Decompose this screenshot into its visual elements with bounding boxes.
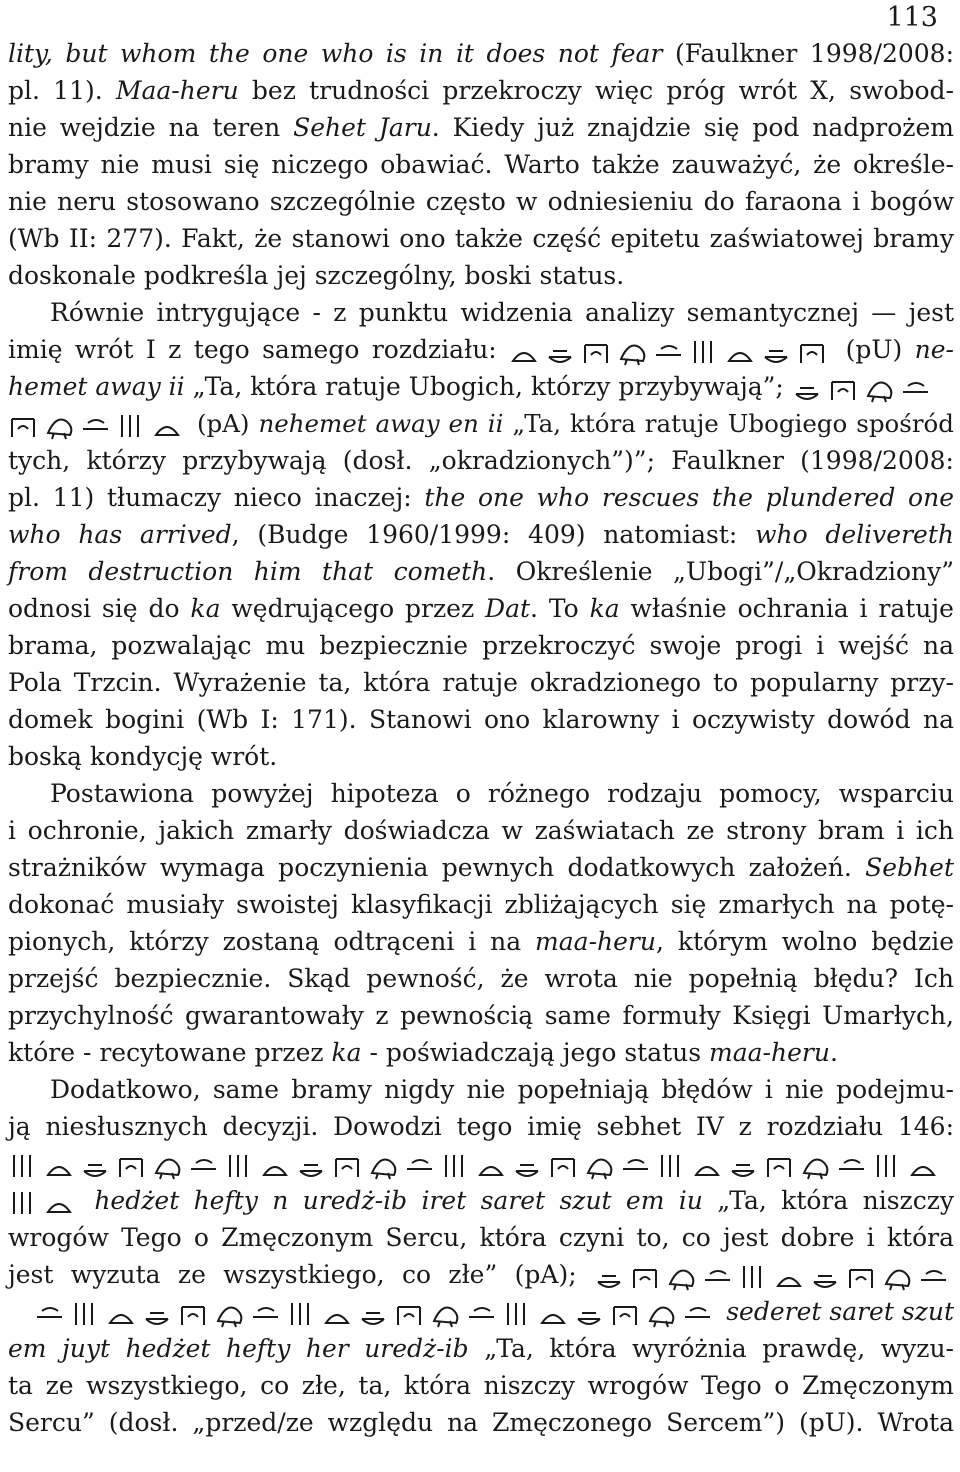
hieroglyph-icon [768, 1159, 790, 1177]
text-line [8, 704, 954, 736]
italic-text: em juyt hedżet hefty her uredż-ib [8, 1334, 469, 1363]
hieroglyph-sequence [8, 411, 188, 441]
text-line [8, 1296, 954, 1329]
hieroglyph-sequence [8, 1188, 80, 1218]
text-run: . Określenie „Ubogi”/„Okradziony” [487, 557, 955, 586]
hieroglyph-icon [191, 1160, 216, 1169]
text-line [50, 297, 954, 329]
text-line [8, 1148, 944, 1181]
hieroglyph-icon [83, 420, 108, 429]
text-line [8, 1259, 954, 1292]
hieroglyph-icon [878, 1155, 894, 1177]
italic-text: who has arrived [8, 520, 232, 549]
hieroglyph-icon [801, 345, 823, 363]
text-run: jest wyzuta ze wszystkiego, co złe” (pA); [8, 1260, 594, 1289]
hieroglyph-icon [218, 1307, 241, 1327]
hieroglyph-icon [868, 382, 891, 402]
hieroglyph-icon [513, 353, 535, 361]
text-run: „Ta, która niszczy [702, 1186, 954, 1215]
hieroglyph-icon [8, 1188, 80, 1218]
italic-text: nehemet away en ii [258, 409, 504, 438]
italic-text: from destruction him that cometh [8, 557, 488, 586]
hieroglyph-icon [796, 388, 818, 399]
hieroglyph-icon [903, 383, 928, 392]
hieroglyph-icon [656, 346, 681, 355]
text-line [8, 445, 954, 477]
italic-text: ka [589, 594, 620, 623]
text-run: nie wejdzie na teren [8, 113, 294, 142]
hieroglyph-icon [509, 337, 833, 367]
hieroglyph-icon [650, 1307, 673, 1327]
text-run: które - recytowane przez [8, 1038, 332, 1067]
italic-text: Sebhet [865, 853, 954, 882]
hieroglyph-sequence [594, 1262, 954, 1292]
hieroglyph-icon [372, 1159, 395, 1179]
text-line [8, 186, 954, 218]
text-run: pl. 11) tłumaczy nieco inaczej: [8, 483, 425, 512]
text-run: odnosi się do [8, 594, 191, 623]
text-line [8, 741, 277, 773]
text-line [8, 926, 954, 958]
text-run: bramy nie musi się niczego obawiać. Warto także zauważyć, że określe- [8, 150, 954, 179]
hieroglyph-icon [12, 419, 34, 437]
italic-text: sederet saret szut [718, 1297, 954, 1326]
hieroglyph-icon [804, 1159, 827, 1179]
hieroglyph-icon [37, 1308, 62, 1317]
hieroglyph-sequence [509, 337, 833, 367]
hieroglyph-icon [886, 1270, 909, 1290]
text-line [8, 408, 954, 441]
hieroglyph-icon [156, 427, 178, 435]
hieroglyph-icon [362, 1313, 384, 1324]
hieroglyph-icon [549, 351, 571, 362]
text-line [8, 963, 954, 995]
hieroglyph-icon [662, 1155, 678, 1177]
hieroglyph-icon [912, 1167, 934, 1175]
text-run: tych, którzy przybywają (dosł. „okradzionych”)”; Faulkner (1998/2008: [8, 446, 954, 475]
text-line [50, 778, 954, 810]
text-run: ta ze wszystkiego, co złe, ta, która niszczy wrogów Tego o Zmęczonym [8, 1371, 954, 1400]
italic-text: hemet away ii [8, 372, 185, 401]
text-run: domek bogini (Wb I: 171). Stanowi ono klarowny i oczywisty dowód na [8, 705, 954, 734]
text-line [8, 371, 936, 404]
italic-text: the one who rescues the plundered one [424, 483, 954, 512]
italic-text: lity, but whom the one who is in it does not fear [8, 39, 663, 68]
text-line [8, 1111, 954, 1143]
hieroglyph-icon [469, 1308, 494, 1317]
text-run: doskonale podkreśla jej szczególny, boski status. [8, 261, 625, 290]
hieroglyph-icon [778, 1278, 800, 1286]
text-run: pionych, którzy zostaną odtrąceni i na [8, 927, 536, 956]
hieroglyph-icon [732, 1165, 754, 1176]
text-run: Postawiona powyżej hipoteza o różnego rodzaju pomocy, wsparciu [50, 779, 954, 808]
hieroglyph-icon [398, 1307, 420, 1325]
text-line [8, 1333, 954, 1365]
hieroglyph-icon [588, 1159, 611, 1179]
text-line [8, 38, 954, 70]
hieroglyph-icon [552, 1159, 574, 1177]
text-run: ją niesłusznych decyzji. Dowodzi tego imię sebhet IV z rozdziału 146: [8, 1112, 954, 1141]
text-line [8, 334, 954, 367]
text-line [8, 112, 954, 144]
italic-text: Maa-heru [115, 76, 239, 105]
text-run: imię wrót I z tego samego rozdziału: [8, 335, 510, 364]
text-line [8, 223, 954, 255]
text-run: Pola Trzcin. Wyrażenie ta, która ratuje okradzionego to popularny przy- [8, 668, 954, 697]
text-run: (Wb II: 277). Fakt, że stanowi ono także część epitetu zaświatowej bramy [8, 224, 954, 253]
hieroglyph-icon [48, 1204, 70, 1212]
italic-text: ka [190, 594, 221, 623]
text-line [8, 667, 954, 699]
hieroglyph-icon [685, 1308, 710, 1317]
hieroglyph-icon [670, 1270, 693, 1290]
text-run: nie neru stosowano szczególnie często w odniesieniu do faraona i bogów [8, 187, 954, 216]
hieroglyph-icon [744, 1266, 760, 1288]
hieroglyph-icon [182, 1307, 204, 1325]
page-number: 113 [886, 2, 938, 33]
hieroglyph-icon [336, 1159, 358, 1177]
text-line [8, 149, 954, 181]
text-run: przychylność gwarantowały z pewnością same formuły Księgi Umarłych, [8, 1001, 954, 1030]
text-line [8, 1222, 954, 1254]
hieroglyph-icon [705, 1271, 730, 1280]
hieroglyph-icon [729, 353, 751, 361]
hieroglyph-icon [792, 374, 936, 404]
text-line [8, 519, 954, 551]
hieroglyph-sequence [8, 1151, 944, 1181]
hieroglyph-icon [508, 1303, 524, 1325]
text-run: . To [530, 594, 590, 623]
hieroglyph-icon [156, 1159, 179, 1179]
text-run: (pA) [188, 409, 259, 438]
hieroglyph-icon [634, 1270, 656, 1288]
hieroglyph-icon [594, 1262, 954, 1292]
hieroglyph-icon [446, 1155, 462, 1177]
text-run: przejść bezpiecznie. Skąd pewność, że wrota nie popełnią błędu? Ich [8, 964, 954, 993]
text-run: i ochronie, jakich zmarły doświadcza w zaświatach ze strony bram i ich [8, 816, 954, 845]
text-run: dokonać musiały swoistej klasyfikacji zbliżających się zmarłych na potę- [8, 890, 954, 919]
hieroglyph-icon [76, 1303, 92, 1325]
text-run: (pU) [833, 335, 915, 364]
text-line [8, 1370, 954, 1402]
hieroglyph-icon [120, 1159, 142, 1177]
text-line [8, 815, 954, 847]
hieroglyph-icon [839, 1160, 864, 1169]
italic-text: hedżet hefty n uredż-ib iret saret szut em iu [80, 1186, 703, 1215]
text-run: boską kondycję wrót. [8, 742, 278, 771]
text-line [8, 556, 954, 588]
hieroglyph-icon [480, 1167, 502, 1175]
italic-text: who delivereth [755, 520, 954, 549]
hieroglyph-icon [14, 1192, 30, 1214]
italic-text: maa-heru [535, 927, 656, 956]
hieroglyph-icon [14, 1155, 30, 1177]
text-line [8, 852, 954, 884]
hieroglyph-icon [850, 1270, 872, 1288]
text-run: Sercu” (dosł. „przed/ze względu na Zmęczonego Sercem”) (pU). Wrota [8, 1408, 954, 1437]
text-line [8, 1037, 838, 1069]
hieroglyph-icon [516, 1165, 538, 1176]
text-run: brama, pozwalając mu bezpiecznie przekroczyć swoje progi i wejść na [8, 631, 954, 660]
text-run: (Faulkner 1998/2008: [662, 39, 955, 68]
text-run: strażników wymaga poczynienia pewnych dodatkowych założeń. [8, 853, 866, 882]
hieroglyph-icon [814, 1276, 836, 1287]
hieroglyph-icon [434, 1307, 457, 1327]
hieroglyph-icon [84, 1165, 106, 1176]
hieroglyph-icon [34, 1299, 718, 1329]
text-line [8, 1407, 954, 1439]
text-run: Równie intrygujące - z punktu widzenia analizy semantycznej — jest [50, 298, 954, 327]
hieroglyph-icon [621, 345, 644, 365]
hieroglyph-icon [264, 1167, 286, 1175]
hieroglyph-icon [292, 1303, 308, 1325]
text-line [8, 1185, 954, 1218]
text-line [8, 889, 954, 921]
hieroglyph-icon [110, 1315, 132, 1323]
text-line [8, 260, 624, 292]
hieroglyph-icon [614, 1307, 636, 1325]
text-run: „Ta, która wyróżnia prawdę, wyzu- [468, 1334, 954, 1363]
text-run: wędrującego przez [220, 594, 486, 623]
text-run: „Ta, która ratuje Ubogich, którzy przybywają”; [184, 372, 792, 401]
italic-text: Sehet Jaru [293, 113, 432, 142]
text-run: , którym wolno będzie [655, 927, 954, 956]
text-run: . [829, 1038, 838, 1067]
hieroglyph-icon [122, 415, 138, 437]
hieroglyph-icon [765, 351, 787, 362]
text-run: bez trudności przekroczy więc próg wrót X, swobod- [238, 76, 954, 105]
hieroglyph-icon [8, 1151, 944, 1181]
text-run: pl. 11). [8, 76, 116, 105]
hieroglyph-sequence [34, 1299, 718, 1329]
hieroglyph-icon [8, 411, 188, 441]
text-run: „Ta, która ratuje Ubogiego spośród [503, 409, 954, 438]
hieroglyph-icon [598, 1276, 620, 1287]
text-run: . Kiedy już znajdzie się pod nadprożem [431, 113, 954, 142]
hieroglyph-icon [407, 1160, 432, 1169]
text-run: wrogów Tego o Zmęczonym Sercu, która czyni to, co jest dobre i która [8, 1223, 954, 1252]
hieroglyph-icon [48, 1167, 70, 1175]
hieroglyph-icon [542, 1315, 564, 1323]
hieroglyph-icon [585, 345, 607, 363]
italic-text: Dat [485, 594, 531, 623]
text-line [8, 75, 954, 107]
italic-text: maa-heru [709, 1038, 830, 1067]
hieroglyph-icon [230, 1155, 246, 1177]
hieroglyph-icon [695, 341, 711, 363]
hieroglyph-icon [696, 1167, 718, 1175]
text-run: , (Budge 1960/1999: 409) natomiast: [231, 520, 756, 549]
text-run: - poświadczają jego status [361, 1038, 710, 1067]
text-line [8, 593, 954, 625]
text-run: Dodatkowo, same bramy nigdy nie popełniają błędów i nie podejmu- [50, 1075, 954, 1104]
hieroglyph-icon [48, 419, 71, 439]
text-line [8, 630, 954, 662]
hieroglyph-icon [300, 1165, 322, 1176]
hieroglyph-icon [921, 1271, 946, 1280]
hieroglyph-icon [146, 1313, 168, 1324]
hieroglyph-icon [578, 1313, 600, 1324]
hieroglyph-sequence [792, 374, 936, 404]
hieroglyph-icon [326, 1315, 348, 1323]
italic-text: ne- [914, 335, 954, 364]
italic-text: ka [331, 1038, 362, 1067]
text-line [8, 1000, 954, 1032]
text-run: właśnie ochrania i ratuje [619, 594, 954, 623]
hieroglyph-icon [253, 1308, 278, 1317]
hieroglyph-icon [623, 1160, 648, 1169]
text-line [50, 1074, 954, 1106]
text-line [8, 482, 954, 514]
hieroglyph-icon [832, 382, 854, 400]
